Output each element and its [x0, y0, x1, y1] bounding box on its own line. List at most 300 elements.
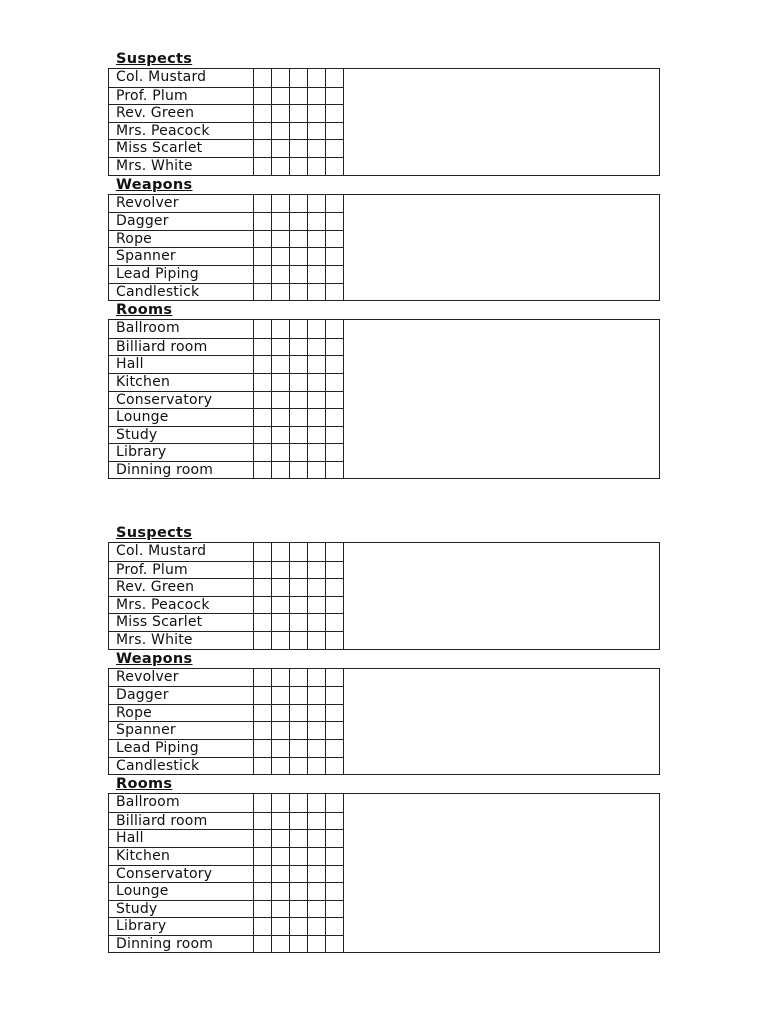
check-box[interactable]	[326, 87, 344, 105]
check-box[interactable]	[254, 320, 272, 338]
check-box[interactable]	[272, 935, 290, 953]
check-box[interactable]	[308, 139, 326, 157]
check-box[interactable]	[326, 122, 344, 140]
notes-area[interactable]	[344, 704, 659, 722]
checklist-row	[109, 669, 659, 687]
check-box[interactable]	[272, 757, 290, 775]
notes-area[interactable]	[344, 721, 659, 739]
notes-area[interactable]	[344, 794, 659, 812]
item-label: Library	[109, 917, 254, 935]
check-box[interactable]	[326, 739, 344, 757]
check-box[interactable]	[290, 283, 308, 301]
check-box[interactable]	[272, 247, 290, 265]
notes-area[interactable]	[344, 157, 659, 175]
check-box[interactable]	[254, 391, 272, 409]
check-box[interactable]	[272, 865, 290, 883]
check-box[interactable]	[326, 543, 344, 561]
check-box[interactable]	[326, 757, 344, 775]
check-box[interactable]	[290, 543, 308, 561]
notes-area[interactable]	[344, 757, 659, 775]
check-box[interactable]	[308, 391, 326, 409]
check-box[interactable]	[290, 686, 308, 704]
checklist-row	[109, 847, 659, 865]
notes-area[interactable]	[344, 561, 659, 579]
check-box[interactable]	[272, 69, 290, 87]
check-box[interactable]	[290, 578, 308, 596]
notes-area[interactable]	[344, 373, 659, 391]
check-box[interactable]	[254, 461, 272, 479]
check-box[interactable]	[254, 596, 272, 614]
check-box[interactable]	[254, 426, 272, 444]
check-box[interactable]	[254, 212, 272, 230]
check-box[interactable]	[308, 355, 326, 373]
check-box[interactable]	[326, 408, 344, 426]
check-box[interactable]	[308, 426, 326, 444]
check-box[interactable]	[290, 230, 308, 248]
check-box[interactable]	[308, 265, 326, 283]
check-box[interactable]	[308, 543, 326, 561]
notes-area[interactable]	[344, 829, 659, 847]
check-box[interactable]	[308, 794, 326, 812]
checklist-row	[109, 739, 659, 757]
check-box[interactable]	[290, 812, 308, 830]
check-box[interactable]	[290, 739, 308, 757]
check-box[interactable]	[290, 882, 308, 900]
check-box[interactable]	[272, 900, 290, 918]
checklist-row	[109, 461, 659, 479]
notes-area[interactable]	[344, 739, 659, 757]
check-box[interactable]	[308, 320, 326, 338]
check-box[interactable]	[290, 704, 308, 722]
notes-area[interactable]	[344, 265, 659, 283]
item-label: Kitchen	[109, 373, 254, 391]
notes-area[interactable]	[344, 596, 659, 614]
notes-area[interactable]	[344, 578, 659, 596]
item-label: Rev. Green	[109, 578, 254, 596]
notes-area[interactable]	[344, 320, 659, 338]
notes-area[interactable]	[344, 195, 659, 213]
check-box[interactable]	[272, 561, 290, 579]
check-box[interactable]	[290, 195, 308, 213]
check-box[interactable]	[326, 195, 344, 213]
check-box[interactable]	[290, 212, 308, 230]
check-box[interactable]	[290, 917, 308, 935]
check-box[interactable]	[290, 721, 308, 739]
section-title-rooms: Rooms	[116, 302, 173, 319]
check-box[interactable]	[308, 935, 326, 953]
check-box[interactable]	[326, 578, 344, 596]
check-box[interactable]	[290, 391, 308, 409]
weapons-checklist	[108, 668, 660, 776]
check-box[interactable]	[254, 338, 272, 356]
check-box[interactable]	[254, 247, 272, 265]
check-box[interactable]	[308, 882, 326, 900]
check-box[interactable]	[326, 613, 344, 631]
check-box[interactable]	[254, 721, 272, 739]
check-box[interactable]	[272, 704, 290, 722]
notes-area[interactable]	[344, 283, 659, 301]
check-box[interactable]	[290, 935, 308, 953]
check-box[interactable]	[326, 882, 344, 900]
check-box[interactable]	[326, 426, 344, 444]
notes-area[interactable]	[344, 543, 659, 561]
check-box[interactable]	[272, 686, 290, 704]
check-box[interactable]	[308, 122, 326, 140]
item-label: Mrs. White	[109, 157, 254, 175]
item-label: Spanner	[109, 721, 254, 739]
check-box[interactable]	[290, 443, 308, 461]
check-box[interactable]	[308, 613, 326, 631]
check-box[interactable]	[290, 613, 308, 631]
checklist-row	[109, 935, 659, 953]
item-label: Kitchen	[109, 847, 254, 865]
notes-area[interactable]	[344, 443, 659, 461]
check-box[interactable]	[308, 757, 326, 775]
check-box[interactable]	[254, 69, 272, 87]
check-box[interactable]	[254, 812, 272, 830]
check-box[interactable]	[254, 669, 272, 687]
check-box[interactable]	[290, 669, 308, 687]
notes-area[interactable]	[344, 865, 659, 883]
item-label: Mrs. Peacock	[109, 596, 254, 614]
check-box[interactable]	[308, 443, 326, 461]
check-box[interactable]	[290, 865, 308, 883]
check-box[interactable]	[290, 247, 308, 265]
check-box[interactable]	[290, 631, 308, 649]
check-box[interactable]	[308, 104, 326, 122]
check-box[interactable]	[254, 283, 272, 301]
check-box[interactable]	[254, 631, 272, 649]
check-box[interactable]	[254, 561, 272, 579]
check-box[interactable]	[290, 757, 308, 775]
check-box[interactable]	[326, 212, 344, 230]
notes-area[interactable]	[344, 212, 659, 230]
check-box[interactable]	[326, 461, 344, 479]
check-box[interactable]	[308, 686, 326, 704]
check-box[interactable]	[308, 739, 326, 757]
checklist-row	[109, 704, 659, 722]
check-box[interactable]	[272, 443, 290, 461]
check-box[interactable]	[326, 829, 344, 847]
check-box[interactable]	[254, 847, 272, 865]
check-box[interactable]	[326, 812, 344, 830]
check-box[interactable]	[254, 104, 272, 122]
check-box[interactable]	[254, 122, 272, 140]
check-box[interactable]	[290, 104, 308, 122]
check-box[interactable]	[254, 882, 272, 900]
notes-area[interactable]	[344, 87, 659, 105]
check-box[interactable]	[254, 578, 272, 596]
check-box[interactable]	[272, 631, 290, 649]
check-box[interactable]	[272, 721, 290, 739]
check-box[interactable]	[272, 829, 290, 847]
checklist-row	[109, 596, 659, 614]
check-box[interactable]	[272, 320, 290, 338]
notes-area[interactable]	[344, 631, 659, 649]
check-box[interactable]	[254, 829, 272, 847]
check-box[interactable]	[290, 320, 308, 338]
check-box[interactable]	[326, 373, 344, 391]
item-label: Billiard room	[109, 338, 254, 356]
check-box[interactable]	[326, 283, 344, 301]
item-label: Candlestick	[109, 757, 254, 775]
notes-area[interactable]	[344, 935, 659, 953]
check-box[interactable]	[254, 443, 272, 461]
check-box[interactable]	[308, 283, 326, 301]
check-box[interactable]	[308, 69, 326, 87]
item-label: Dagger	[109, 212, 254, 230]
checklist-row	[109, 686, 659, 704]
check-box[interactable]	[308, 87, 326, 105]
check-box[interactable]	[254, 794, 272, 812]
notes-area[interactable]	[344, 139, 659, 157]
check-box[interactable]	[326, 157, 344, 175]
check-box[interactable]	[308, 829, 326, 847]
check-box[interactable]	[326, 704, 344, 722]
check-box[interactable]	[308, 408, 326, 426]
notes-area[interactable]	[344, 917, 659, 935]
item-label: Hall	[109, 829, 254, 847]
item-label: Billiard room	[109, 812, 254, 830]
check-box[interactable]	[254, 900, 272, 918]
check-box[interactable]	[272, 230, 290, 248]
notes-area[interactable]	[344, 355, 659, 373]
notes-area[interactable]	[344, 408, 659, 426]
check-box[interactable]	[272, 195, 290, 213]
check-box[interactable]	[308, 631, 326, 649]
checklist-row	[109, 721, 659, 739]
check-box[interactable]	[254, 757, 272, 775]
check-box[interactable]	[308, 338, 326, 356]
check-box[interactable]	[290, 426, 308, 444]
check-box[interactable]	[326, 721, 344, 739]
item-label: Library	[109, 443, 254, 461]
check-box[interactable]	[326, 865, 344, 883]
check-box[interactable]	[272, 613, 290, 631]
check-box[interactable]	[272, 139, 290, 157]
check-box[interactable]	[326, 669, 344, 687]
check-box[interactable]	[290, 373, 308, 391]
check-box[interactable]	[254, 355, 272, 373]
check-box[interactable]	[272, 265, 290, 283]
item-label: Lead Piping	[109, 265, 254, 283]
check-box[interactable]	[254, 408, 272, 426]
check-box[interactable]	[326, 596, 344, 614]
check-box[interactable]	[254, 613, 272, 631]
notes-area[interactable]	[344, 461, 659, 479]
check-box[interactable]	[290, 900, 308, 918]
checklist-row	[109, 443, 659, 461]
check-box[interactable]	[326, 355, 344, 373]
check-box[interactable]	[272, 426, 290, 444]
check-box[interactable]	[308, 230, 326, 248]
notes-area[interactable]	[344, 104, 659, 122]
check-box[interactable]	[290, 794, 308, 812]
checklist-row	[109, 561, 659, 579]
check-box[interactable]	[272, 847, 290, 865]
check-box[interactable]	[272, 794, 290, 812]
check-box[interactable]	[272, 391, 290, 409]
check-box[interactable]	[308, 561, 326, 579]
notes-area[interactable]	[344, 391, 659, 409]
check-box[interactable]	[326, 230, 344, 248]
notes-area[interactable]	[344, 247, 659, 265]
checklist-row	[109, 338, 659, 356]
checklist-row	[109, 122, 659, 140]
item-label: Lounge	[109, 408, 254, 426]
check-box[interactable]	[290, 122, 308, 140]
item-label: Revolver	[109, 195, 254, 213]
notes-area[interactable]	[344, 69, 659, 87]
check-box[interactable]	[290, 461, 308, 479]
check-box[interactable]	[308, 721, 326, 739]
check-box[interactable]	[308, 157, 326, 175]
check-box[interactable]	[254, 87, 272, 105]
checklist-row	[109, 757, 659, 775]
notes-area[interactable]	[344, 882, 659, 900]
checklist-row	[109, 247, 659, 265]
check-box[interactable]	[308, 212, 326, 230]
check-box[interactable]	[308, 847, 326, 865]
check-box[interactable]	[308, 596, 326, 614]
check-box[interactable]	[290, 829, 308, 847]
check-box[interactable]	[254, 739, 272, 757]
check-box[interactable]	[272, 87, 290, 105]
notes-area[interactable]	[344, 230, 659, 248]
check-box[interactable]	[254, 865, 272, 883]
check-box[interactable]	[272, 917, 290, 935]
check-box[interactable]	[326, 338, 344, 356]
check-box[interactable]	[308, 578, 326, 596]
check-box[interactable]	[308, 461, 326, 479]
check-box[interactable]	[290, 338, 308, 356]
check-box[interactable]	[254, 195, 272, 213]
check-box[interactable]	[272, 596, 290, 614]
check-box[interactable]	[254, 373, 272, 391]
check-box[interactable]	[254, 686, 272, 704]
check-box[interactable]	[272, 882, 290, 900]
notes-area[interactable]	[344, 122, 659, 140]
item-label: Lounge	[109, 882, 254, 900]
check-box[interactable]	[326, 631, 344, 649]
check-box[interactable]	[254, 704, 272, 722]
notes-area[interactable]	[344, 426, 659, 444]
check-box[interactable]	[326, 320, 344, 338]
check-box[interactable]	[272, 739, 290, 757]
item-label: Study	[109, 426, 254, 444]
check-box[interactable]	[308, 704, 326, 722]
check-box[interactable]	[308, 247, 326, 265]
check-box[interactable]	[272, 212, 290, 230]
check-box[interactable]	[272, 812, 290, 830]
check-box[interactable]	[272, 408, 290, 426]
check-box[interactable]	[254, 543, 272, 561]
check-box[interactable]	[326, 794, 344, 812]
notes-area[interactable]	[344, 669, 659, 687]
notes-area[interactable]	[344, 686, 659, 704]
check-box[interactable]	[308, 917, 326, 935]
check-box[interactable]	[272, 122, 290, 140]
check-box[interactable]	[272, 157, 290, 175]
check-box[interactable]	[290, 87, 308, 105]
item-label: Conservatory	[109, 865, 254, 883]
check-box[interactable]	[308, 669, 326, 687]
item-label: Dagger	[109, 686, 254, 704]
check-box[interactable]	[290, 265, 308, 283]
notes-area[interactable]	[344, 812, 659, 830]
checklist-row	[109, 812, 659, 830]
suspects-checklist	[108, 68, 660, 176]
notes-area[interactable]	[344, 613, 659, 631]
notes-area[interactable]	[344, 900, 659, 918]
check-box[interactable]	[326, 104, 344, 122]
check-box[interactable]	[254, 935, 272, 953]
check-box[interactable]	[272, 104, 290, 122]
check-box[interactable]	[290, 139, 308, 157]
check-box[interactable]	[290, 69, 308, 87]
check-box[interactable]	[326, 139, 344, 157]
checklist-row	[109, 865, 659, 883]
check-box[interactable]	[308, 865, 326, 883]
check-box[interactable]	[308, 373, 326, 391]
check-box[interactable]	[272, 669, 290, 687]
check-box[interactable]	[290, 596, 308, 614]
notes-area[interactable]	[344, 338, 659, 356]
check-box[interactable]	[254, 139, 272, 157]
check-box[interactable]	[272, 461, 290, 479]
check-box[interactable]	[272, 578, 290, 596]
check-box[interactable]	[326, 935, 344, 953]
checklist-row	[109, 69, 659, 87]
rooms-checklist	[108, 793, 660, 953]
check-box[interactable]	[326, 69, 344, 87]
check-box[interactable]	[272, 283, 290, 301]
check-box[interactable]	[326, 443, 344, 461]
check-box[interactable]	[254, 265, 272, 283]
check-box[interactable]	[290, 157, 308, 175]
check-box[interactable]	[290, 561, 308, 579]
check-box[interactable]	[326, 247, 344, 265]
check-box[interactable]	[290, 847, 308, 865]
item-label: Rope	[109, 704, 254, 722]
check-box[interactable]	[308, 195, 326, 213]
check-box[interactable]	[272, 543, 290, 561]
check-box[interactable]	[326, 686, 344, 704]
check-box[interactable]	[326, 391, 344, 409]
check-box[interactable]	[326, 900, 344, 918]
check-box[interactable]	[254, 917, 272, 935]
check-box[interactable]	[272, 373, 290, 391]
check-box[interactable]	[308, 900, 326, 918]
check-box[interactable]	[254, 157, 272, 175]
checklist-row	[109, 212, 659, 230]
check-box[interactable]	[272, 355, 290, 373]
check-box[interactable]	[290, 355, 308, 373]
check-box[interactable]	[308, 812, 326, 830]
check-box[interactable]	[272, 338, 290, 356]
check-box[interactable]	[326, 917, 344, 935]
check-box[interactable]	[254, 230, 272, 248]
item-label: Col. Mustard	[109, 543, 254, 561]
check-box[interactable]	[326, 561, 344, 579]
notes-area[interactable]	[344, 847, 659, 865]
check-box[interactable]	[326, 265, 344, 283]
check-box[interactable]	[290, 408, 308, 426]
section-title-suspects: Suspects	[116, 51, 193, 67]
check-box[interactable]	[326, 847, 344, 865]
checklist-row	[109, 355, 659, 373]
item-label: Ballroom	[109, 794, 254, 812]
